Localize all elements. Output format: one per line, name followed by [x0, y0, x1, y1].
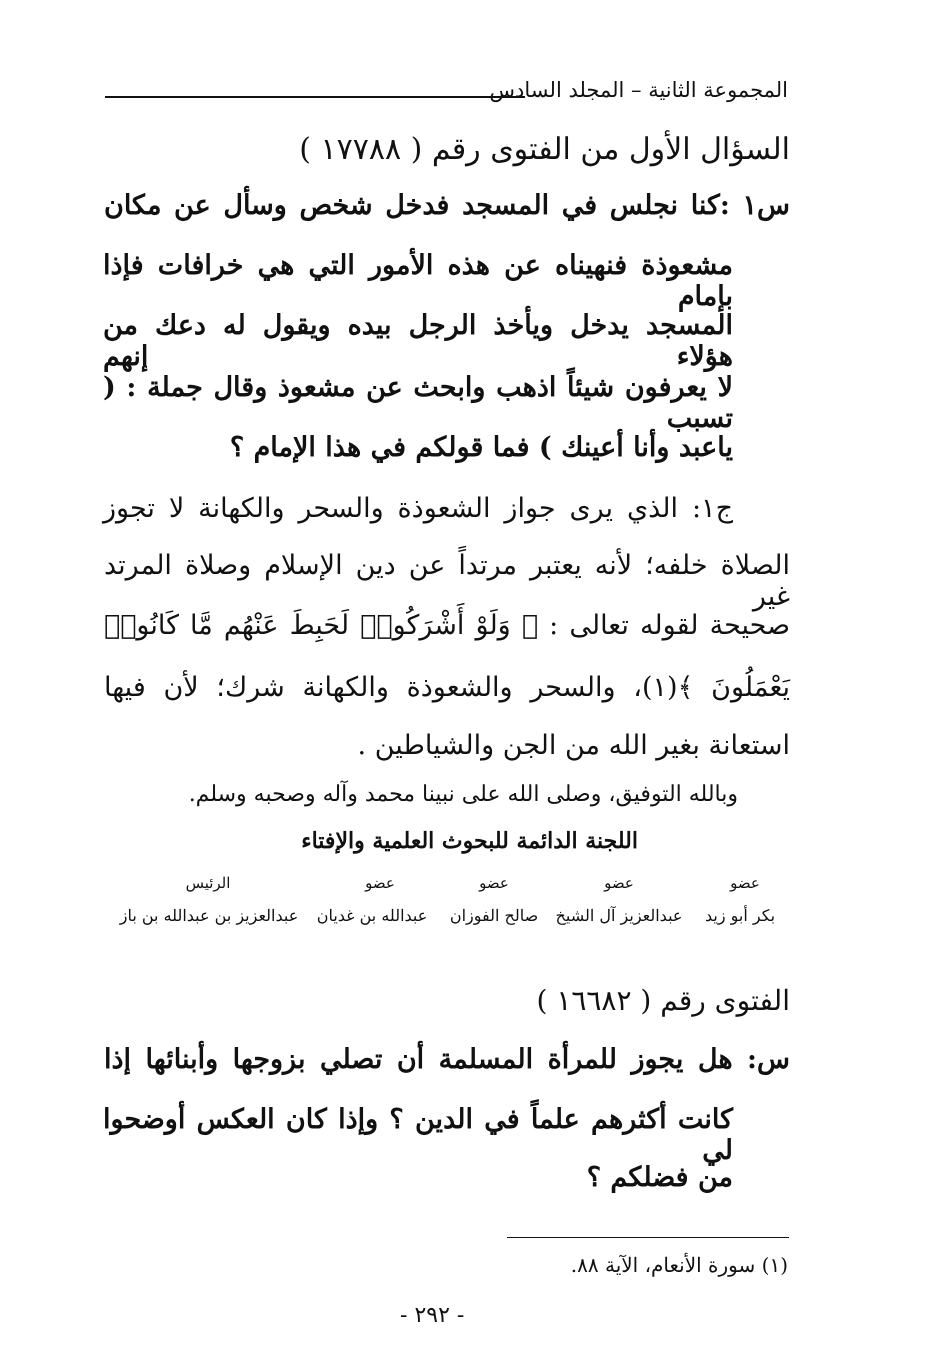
question1-line: س١ :كنا نجلس في المسجد فدخل شخص وسأل عن مكان	[104, 190, 790, 221]
fatwa2-line: من فضلكم ؟	[586, 1162, 733, 1193]
closing-prayer: وبالله التوفيق، وصلى الله على نبينا محمد وآله وصحبه وسلم.	[188, 782, 738, 807]
question1-line: مشعوذة فنهيناه عن هذه الأمور التي هي خرافات فإذا بإمام	[103, 250, 733, 312]
answer1-line: الصلاة خلفه؛ لأنه يعتبر مرتداً عن دين الإسلام وصلاة المرتد غير	[104, 550, 790, 612]
question1-line: لا يعرفون شيئاً اذهب وابحث عن مشعوذ وقال جملة : ( تسبب	[103, 372, 733, 434]
header-rule	[105, 96, 525, 98]
committee-name: اللجنة الدائمة للبحوث العلمية والإفتاء	[301, 828, 638, 854]
member-title: عضو	[730, 874, 760, 892]
fatwa2-line: كانت أكثرهم علماً في الدين ؟ وإذا كان العكس أوضحوا لي	[103, 1104, 733, 1166]
member-name: عبدالله بن غديان	[316, 906, 428, 925]
answer1-line: ج١: الذي يرى جواز الشعوذة والسحر والكهانة لا تجوز	[103, 493, 733, 524]
question1-title: السؤال الأول من الفتوى رقم ( ١٧٧٨٨ )	[299, 132, 790, 167]
fatwa2-title: الفتوى رقم ( ١٦٦٨٢ )	[536, 984, 790, 1017]
member-name: بكر أبو زيد	[704, 906, 776, 925]
answer1-line: استعانة بغير الله من الجن والشياطين .	[357, 730, 790, 761]
member-title: عضو	[479, 874, 509, 892]
president-title: الرئيس	[185, 874, 231, 892]
member-name: صالح الفوزان	[449, 906, 539, 925]
footnote: (١) سورة الأنعام، الآية ٨٨.	[570, 1253, 788, 1277]
answer1-line: صحيحة لقوله تعالى : ﴿ وَلَوْ أَشْرَكُوا۟ لَحَبِطَ عَنْهُم مَّا كَانُوا۟	[104, 610, 790, 641]
member-title: عضو	[604, 874, 634, 892]
page-number: - ٢٩٢ -	[400, 1303, 465, 1328]
member-name: عبدالعزيز آل الشيخ	[555, 906, 683, 925]
fatwa2-line: س: هل يجوز للمرأة المسلمة أن تصلي بزوجها وأبنائها إذا	[104, 1044, 790, 1075]
footnote-rule	[507, 1237, 789, 1238]
question1-line: ياعبد وأنا أعينك ) فما قولكم في هذا الإمام ؟	[229, 432, 733, 463]
member-title: عضو	[365, 874, 395, 892]
question1-line: المسجد يدخل ويأخذ الرجل بيده ويقول له دعك من هؤلاء إنهم	[103, 310, 733, 372]
answer1-line: يَعْمَلُونَ ﴾(١)، والسحر والشعوذة والكهانة شرك؛ لأن فيها	[104, 672, 790, 703]
running-header: المجموعة الثانية – المجلد السادس	[489, 78, 788, 102]
president-name: عبدالعزيز بن عبدالله بن باز	[119, 906, 299, 925]
